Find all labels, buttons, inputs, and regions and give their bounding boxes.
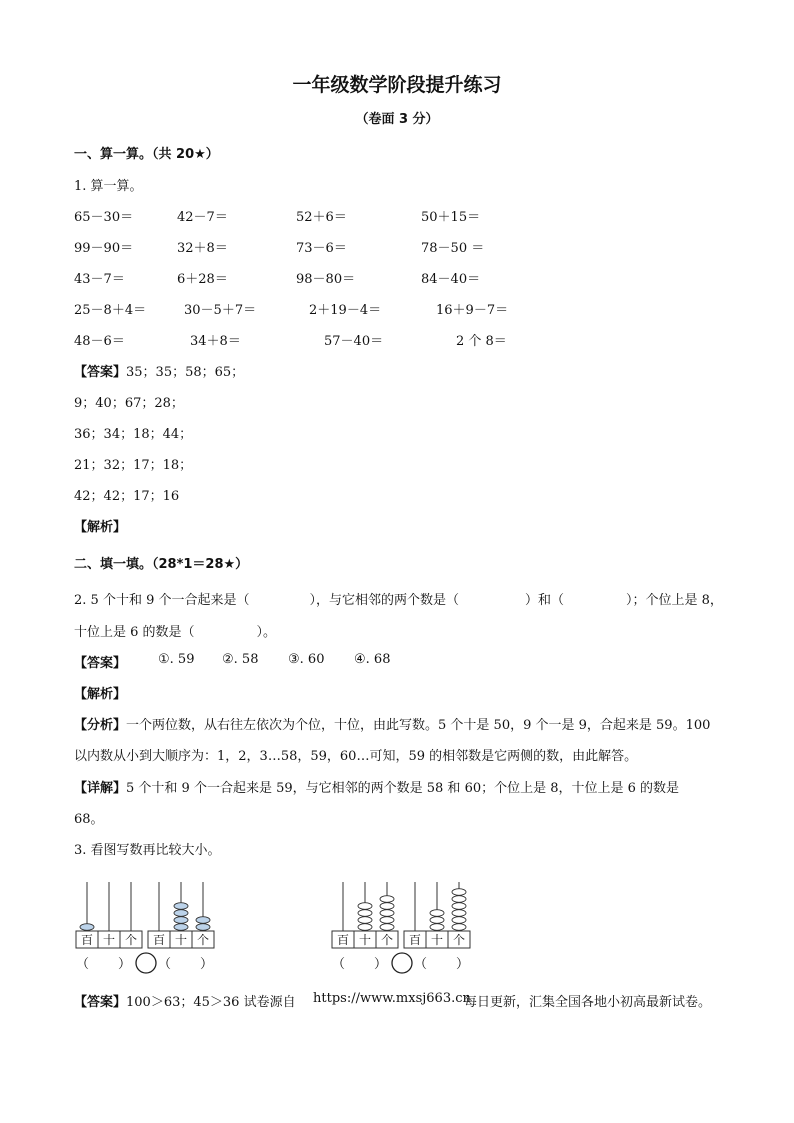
answer-text: 36；34；18；44； <box>74 427 193 442</box>
abacus-bead <box>430 924 444 931</box>
calc-item: 57－40＝ <box>324 334 384 349</box>
page-title: 一年级数学阶段提升练习 <box>292 74 502 96</box>
compare-circle[interactable] <box>392 953 412 973</box>
section-1-heading: 一、算一算。（共 20★） <box>74 147 219 162</box>
paren-close: ） <box>456 957 470 972</box>
abacus-figure <box>60 870 490 980</box>
question-text: 2. 5 个十和 9 个一合起来是（ <box>74 593 250 608</box>
question-2-line-1 <box>74 589 723 608</box>
calc-item: 99－90＝ <box>74 241 134 256</box>
place-label: 百 <box>80 933 94 947</box>
calc-item: 2 个 8＝ <box>456 334 507 349</box>
abacus-bead <box>380 903 394 910</box>
abacus-bead <box>380 910 394 917</box>
answer-item: ④. 68 <box>354 652 391 667</box>
abacus-bead <box>452 889 466 896</box>
abacus-bead <box>452 910 466 917</box>
analysis-tag: 【解析】 <box>74 687 127 702</box>
xiangjie-line-2: 68。 <box>74 812 104 827</box>
answer-text: 35；35；58；65； <box>126 365 245 380</box>
abacus-bead <box>174 924 188 931</box>
paren-open: （ <box>414 957 428 972</box>
question-text: ），与它相邻的两个数是（ <box>309 593 459 608</box>
xiangjie-tag: 【详解】 <box>74 781 127 796</box>
paren-open: （ <box>76 957 90 972</box>
answer-text: 21；32；17；18； <box>74 458 193 473</box>
question-text: ）；个位上是 8， <box>626 593 723 608</box>
abacus-bead <box>380 917 394 924</box>
fenxi-text: 一个两位数，从右往左依次为个位，十位，由此写数。5 个十是 50，9 个一是 9，合起来是 59。100 <box>126 718 711 733</box>
answer-tag: 【答案】 <box>74 365 127 380</box>
calc-item: 84－40＝ <box>421 272 481 287</box>
paren-open: （ <box>332 957 346 972</box>
abacus-bead <box>174 903 188 910</box>
abacus-bead <box>196 924 210 931</box>
answer-tag: 【答案】 <box>74 995 127 1010</box>
calc-item: 73－6＝ <box>296 241 347 256</box>
answer-text: 42；42；17；16 <box>74 489 180 504</box>
compare-circle[interactable] <box>136 953 156 973</box>
answer-item: ②. 58 <box>222 652 259 667</box>
abacus-bead <box>380 896 394 903</box>
calc-item: 16＋9－7＝ <box>436 303 509 318</box>
calc-item: 34＋8＝ <box>190 334 241 349</box>
calc-item: 2＋19－4＝ <box>309 303 382 318</box>
xiangjie-text: 5 个十和 9 个一合起来是 59，与它相邻的两个数是 58 和 60；个位上是 8，十位上是 6 的数是 <box>126 781 680 796</box>
calc-item: 6＋28＝ <box>177 272 228 287</box>
answer-3-line <box>74 991 296 1010</box>
place-label: 个 <box>196 933 210 947</box>
abacus-bead <box>452 896 466 903</box>
answer-item: ③. 60 <box>288 652 325 667</box>
place-label: 百 <box>336 933 350 947</box>
footer-text: 每日更新，汇集全国各地小初高最新试卷。 <box>464 995 712 1010</box>
paren-close: ） <box>374 957 388 972</box>
calc-item: 65－30＝ <box>74 210 134 225</box>
paren-close: ） <box>200 957 214 972</box>
section-2-heading: 二、填一填。（28*1＝28★） <box>74 557 249 572</box>
analysis-tag: 【解析】 <box>74 520 127 535</box>
answer-tag: 【答案】 <box>74 656 127 671</box>
fenxi-tag: 【分析】 <box>74 718 127 733</box>
xiangjie-line-1 <box>74 777 679 796</box>
place-label: 十 <box>102 933 116 947</box>
footer-url[interactable]: https://www.mxsj663.cn <box>313 991 471 1006</box>
fenxi-line-1 <box>74 714 710 733</box>
question-2-line-2 <box>74 621 276 640</box>
calc-item: 43－7＝ <box>74 272 125 287</box>
answer-1-line <box>74 361 244 380</box>
abacus-groups <box>76 882 470 973</box>
calc-item: 30－5＋7＝ <box>184 303 257 318</box>
answer-text: 100＞63；45＞36 试卷源自 <box>126 995 296 1010</box>
abacus-bead <box>358 924 372 931</box>
question-1-label: 1. 算一算。 <box>74 179 143 194</box>
abacus-bead <box>452 917 466 924</box>
place-label: 十 <box>358 933 372 947</box>
calc-item: 52＋6＝ <box>296 210 347 225</box>
calc-item: 50＋15＝ <box>421 210 481 225</box>
abacus-bead <box>430 917 444 924</box>
calc-item: 48－6＝ <box>74 334 125 349</box>
page-subtitle: （卷面 3 分） <box>355 112 439 127</box>
question-text: ）和（ <box>525 593 565 608</box>
abacus-bead <box>174 910 188 917</box>
abacus-bead <box>380 924 394 931</box>
abacus-bead <box>196 917 210 924</box>
calc-item: 42－7＝ <box>177 210 228 225</box>
abacus-bead <box>80 924 94 931</box>
answer-item: ①. 59 <box>158 652 195 667</box>
answer-2-line <box>74 652 126 671</box>
abacus-bead <box>452 903 466 910</box>
paren-close: ） <box>118 957 132 972</box>
place-label: 百 <box>152 933 166 947</box>
place-label: 个 <box>452 933 466 947</box>
paren-open: （ <box>158 957 172 972</box>
answer-text: 9；40；67；28； <box>74 396 184 411</box>
abacus-bead <box>358 903 372 910</box>
place-label: 十 <box>174 933 188 947</box>
abacus-bead <box>358 917 372 924</box>
abacus-bead <box>452 924 466 931</box>
calc-item: 98－80＝ <box>296 272 356 287</box>
place-label: 百 <box>408 933 422 947</box>
calc-item: 78－50 ＝ <box>421 241 485 256</box>
abacus-bead <box>358 910 372 917</box>
question-3-label: 3. 看图写数再比较大小。 <box>74 843 221 858</box>
calc-item: 25－8＋4＝ <box>74 303 147 318</box>
place-label: 个 <box>380 933 394 947</box>
fenxi-line-2: 以内数从小到大顺序为：1，2，3…58，59，60…可知，59 的相邻数是它两侧的数，由此解答。 <box>74 749 638 764</box>
place-label: 十 <box>430 933 444 947</box>
calc-item: 32＋8＝ <box>177 241 228 256</box>
abacus-bead <box>430 910 444 917</box>
abacus-bead <box>174 917 188 924</box>
place-label: 个 <box>124 933 138 947</box>
question-text: ）。 <box>256 625 277 640</box>
question-text: 十位上是 6 的数是（ <box>74 625 195 640</box>
